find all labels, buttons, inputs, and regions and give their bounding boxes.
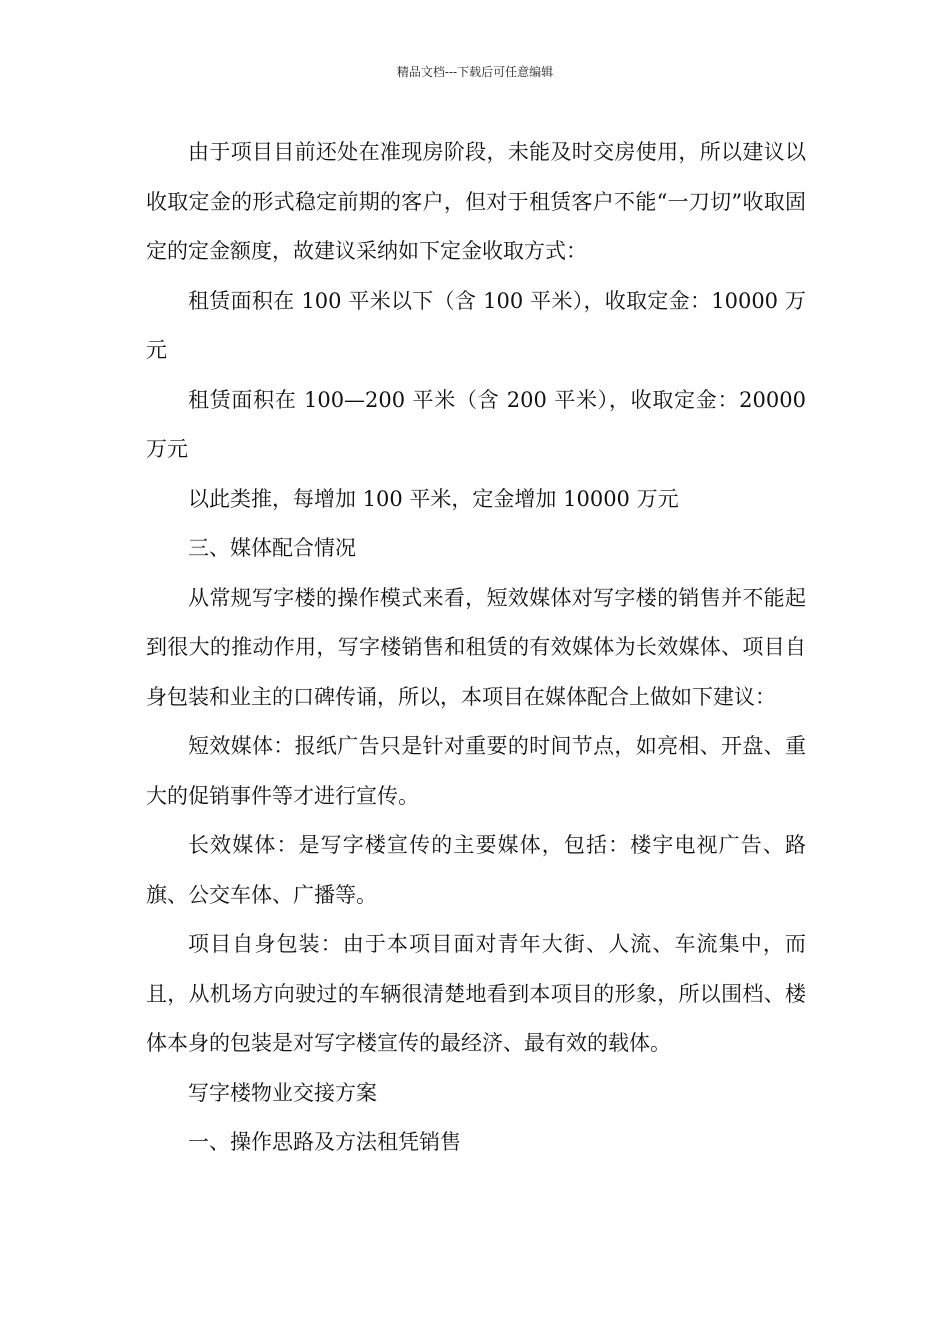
heading-operation-ideas: 一、操作思路及方法租凭销售 xyxy=(188,1130,461,1154)
paragraph-deposit-increment: 以此类推，每增加 100 平米，定金增加 10000 万元 xyxy=(188,486,679,511)
paragraph-deposit-100-200: 租赁面积在 100—200 平米（含 200 平米），收取定金：20000 万元 xyxy=(146,387,806,461)
paragraph-long-term-media: 长效媒体：是写字楼宣传的主要媒体，包括：楼宇电视广告、路旗、公交车体、广播等。 xyxy=(146,833,806,907)
paragraph-deposit-under-100: 租赁面积在 100 平米以下（含 100 平米），收取定金：10000 万元 xyxy=(146,288,806,362)
paragraph-project-packaging: 项目自身包装：由于本项目面对青年大街、人流、车流集中，而且，从机场方向驶过的车辆很清楚地看到本项目的形象，所以围档、楼体本身的包装是对写字楼宣传的最经济、最有效的载体。 xyxy=(146,932,806,1055)
page-header: 精品文档---下载后可任意编辑 xyxy=(396,65,554,79)
paragraph-media-overview: 从常规写字楼的操作模式来看，短效媒体对写字楼的销售并不能起到很大的推动作用，写字楼销售和租赁的有效媒体为长效媒体、项目自身包装和业主的口碑传诵，所以，本项目在媒体配合上做如下建议： xyxy=(146,585,806,709)
heading-handover-plan: 写字楼物业交接方案 xyxy=(188,1080,377,1105)
paragraph-deposit-intro: 由于项目目前还处在准现房阶段，未能及时交房使用，所以建议以收取定金的形式稳定前期的客户，但对于租赁客户不能“一刀切”收取固定的定金额度，故建议采纳如下定金收取方式： xyxy=(146,140,806,263)
paragraph-short-term-media: 短效媒体：报纸广告只是针对重要的时间节点，如亮相、开盘、重大的促销事件等才进行宣传。 xyxy=(146,734,806,808)
section-heading-media: 三、媒体配合情况 xyxy=(188,536,356,560)
document-body xyxy=(146,128,806,1168)
